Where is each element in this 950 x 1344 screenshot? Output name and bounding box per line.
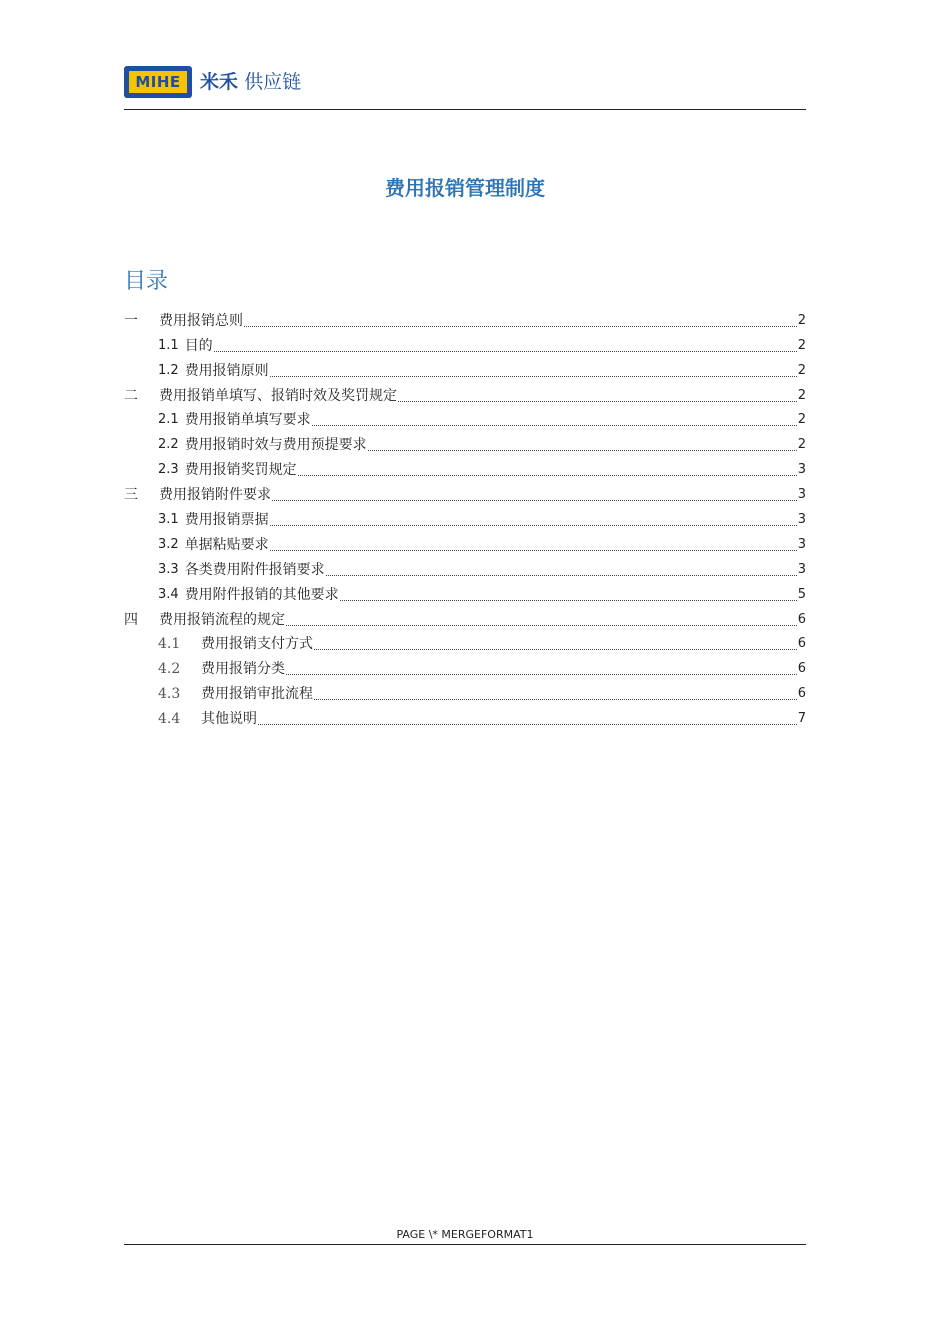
toc-entry-title: 单据粘贴要求	[184, 536, 269, 553]
toc-dot-leader	[270, 525, 797, 526]
toc-entry-number: 4.4	[158, 711, 181, 728]
toc-dot-leader	[272, 500, 797, 501]
toc-entry-number: 3.4	[158, 586, 179, 602]
toc-entry-page: 3	[797, 536, 806, 552]
toc-entry-page: 3	[797, 512, 806, 528]
toc-entry[interactable]	[124, 457, 806, 482]
toc-entry-page: 6	[797, 636, 806, 652]
toc-entry-page: 3	[797, 462, 806, 478]
toc-dot-leader	[340, 600, 797, 601]
toc-entry-number: 三	[124, 487, 138, 504]
toc-dot-leader	[244, 326, 797, 327]
toc-entry[interactable]	[124, 557, 806, 582]
toc-entry-title: 费用报销分类	[201, 661, 285, 678]
toc-entry-title: 费用报销单填写、报销时效及奖罚规定	[159, 387, 397, 404]
toc-entry-number: 二	[124, 387, 138, 404]
toc-entry[interactable]	[124, 582, 806, 607]
toc-entry[interactable]	[124, 308, 806, 333]
toc-entry-page: 3	[797, 561, 806, 577]
toc-dot-leader	[314, 699, 797, 700]
toc-heading: 目录	[124, 269, 169, 294]
logo-suffix: 供应链	[244, 71, 302, 93]
toc-entry[interactable]	[124, 632, 806, 657]
toc-entry-page: 6	[797, 611, 806, 627]
toc-dot-leader	[286, 625, 797, 626]
header-divider	[124, 109, 806, 110]
toc-entry[interactable]	[124, 607, 806, 632]
toc-entry-number: 3.1	[158, 512, 179, 528]
toc-entry-page: 3	[797, 487, 806, 503]
toc-dot-leader	[314, 649, 797, 650]
toc-entry[interactable]	[124, 706, 806, 731]
toc-entry-number: 3.2	[158, 536, 179, 552]
toc-entry-title: 费用报销时效与费用预提要求	[184, 437, 367, 454]
toc-entry[interactable]	[124, 432, 806, 457]
table-of-contents	[124, 308, 806, 731]
toc-entry-title: 费用报销奖罚规定	[184, 462, 297, 479]
company-logo	[124, 66, 192, 98]
toc-entry-title: 费用报销审批流程	[201, 686, 313, 703]
toc-entry-page: 2	[797, 412, 806, 428]
toc-entry-number: 一	[124, 312, 138, 329]
toc-entry[interactable]	[124, 656, 806, 681]
toc-entry-number: 2.1	[158, 412, 179, 428]
document-title: 费用报销管理制度	[385, 176, 545, 200]
toc-entry[interactable]	[124, 358, 806, 383]
toc-entry[interactable]	[124, 681, 806, 706]
toc-entry-number: 3.3	[158, 561, 179, 577]
footer-divider	[124, 1244, 806, 1245]
toc-entry[interactable]	[124, 408, 806, 433]
toc-entry-page: 2	[797, 337, 806, 353]
toc-dot-leader	[286, 674, 797, 675]
toc-dot-leader	[214, 351, 797, 352]
toc-entry-number: 1.1	[158, 337, 179, 353]
toc-entry-page: 6	[797, 686, 806, 702]
toc-entry-title: 费用报销支付方式	[201, 636, 313, 653]
toc-entry[interactable]	[124, 383, 806, 408]
toc-entry-number: 4.1	[158, 636, 181, 653]
toc-entry[interactable]	[124, 333, 806, 358]
toc-entry-page: 5	[797, 586, 806, 602]
toc-entry-page: 2	[797, 312, 806, 328]
page-header	[124, 66, 806, 110]
logo-wordmark	[200, 69, 301, 95]
logo-brand: 米禾	[200, 71, 239, 93]
toc-entry-title: 费用报销单填写要求	[184, 412, 311, 429]
toc-entry-title: 费用报销票据	[184, 512, 269, 529]
toc-entry-page: 7	[797, 711, 806, 727]
footer-page-field: PAGE \* MERGEFORMAT1	[396, 1228, 534, 1241]
toc-entry-title: 费用附件报销的其他要求	[184, 586, 339, 603]
toc-dot-leader	[398, 401, 797, 402]
toc-dot-leader	[368, 450, 797, 451]
toc-entry-title: 各类费用附件报销要求	[184, 561, 325, 578]
toc-entry-page: 2	[797, 387, 806, 403]
toc-dot-leader	[326, 575, 797, 576]
toc-dot-leader	[312, 425, 797, 426]
toc-entry-page: 6	[797, 661, 806, 677]
toc-entry-title: 费用报销原则	[184, 362, 269, 379]
toc-entry-number: 四	[124, 611, 138, 628]
toc-entry-number: 2.3	[158, 462, 179, 478]
toc-entry-page: 2	[797, 437, 806, 453]
toc-entry[interactable]	[124, 507, 806, 532]
toc-entry-title: 费用报销附件要求	[159, 487, 271, 504]
toc-entry[interactable]	[124, 482, 806, 507]
toc-entry-page: 2	[797, 362, 806, 378]
toc-entry-title: 费用报销流程的规定	[159, 611, 285, 628]
logo-mark: MIHE	[129, 71, 187, 93]
toc-dot-leader	[298, 475, 797, 476]
toc-entry-title: 目的	[184, 337, 213, 354]
toc-entry-title: 其他说明	[201, 711, 257, 728]
toc-dot-leader	[270, 550, 797, 551]
toc-entry-number: 2.2	[158, 437, 179, 453]
toc-dot-leader	[270, 376, 797, 377]
toc-dot-leader	[258, 724, 797, 725]
toc-entry[interactable]	[124, 532, 806, 557]
toc-entry-number: 4.3	[158, 686, 181, 703]
toc-entry-number: 1.2	[158, 362, 179, 378]
toc-entry-number: 4.2	[158, 661, 181, 678]
toc-entry-title: 费用报销总则	[159, 312, 243, 329]
